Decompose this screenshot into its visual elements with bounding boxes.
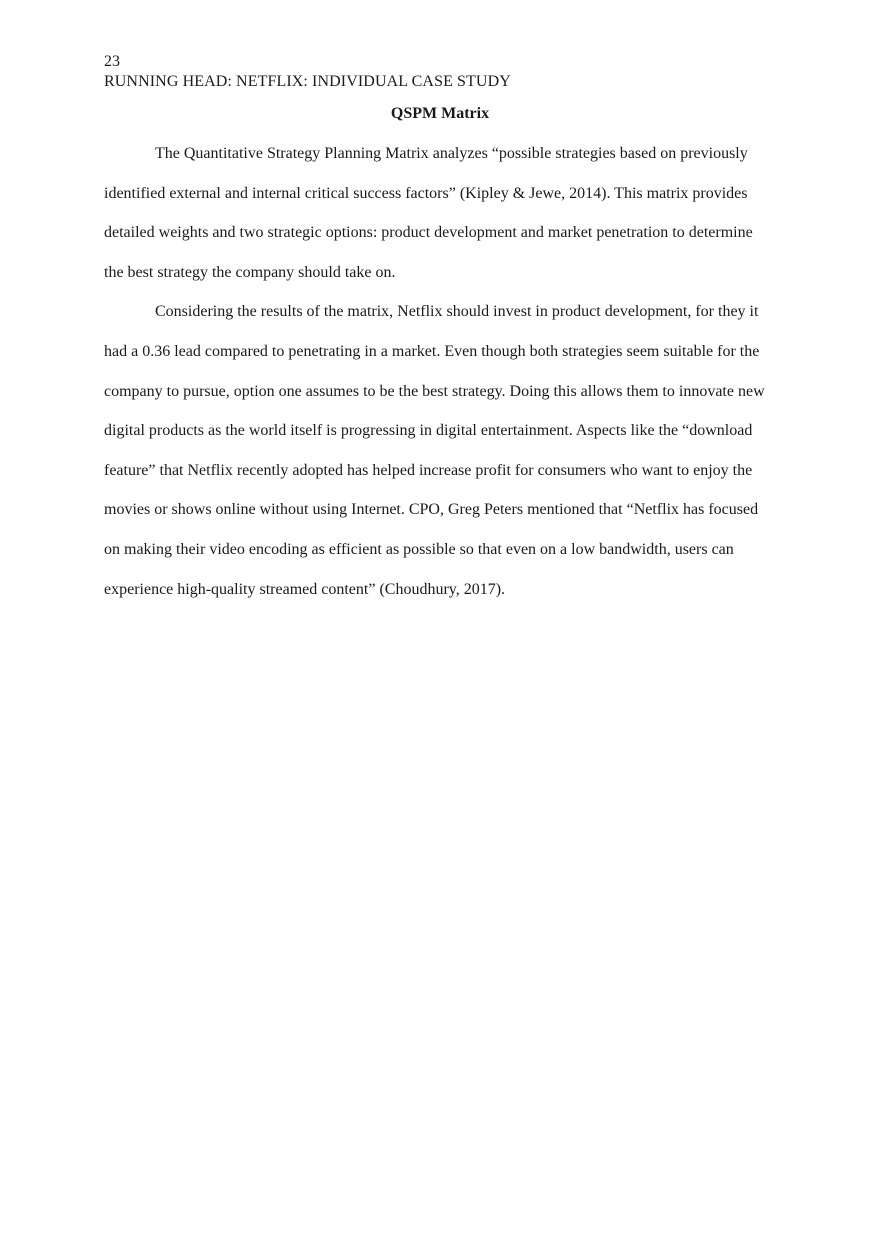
running-head: RUNNING HEAD: NETFLIX: INDIVIDUAL CASE STUDY — [104, 73, 511, 90]
paragraph-qspm-intro: The Quantitative Strategy Planning Matrix analyzes “possible strategies based on previously identified external and internal critical success factors” (Kipley & Jewe, 2014). This matrix provides detailed weights and two strategic options: product development and market penetration to determine the best strategy the company should take on. — [104, 145, 753, 281]
section-title: QSPM Matrix — [390, 105, 490, 122]
body-text — [104, 134, 776, 609]
paragraph-qspm-results: Considering the results of the matrix, Netflix should invest in product development, for they it had a 0.36 lead compared to penetrating in a market. Even though both strategies seem suitable for the company to pursue, option one assumes to be the best strategy. Doing this allows them to innovate new digital products as the world itself is progressing in digital entertainment. Aspects like the “download feature” that Netflix recently adopted has helped increase profit for consumers who want to enjoy the movies or shows online without using Internet. CPO, Greg Peters mentioned that “Netflix has focused on making their video encoding as efficient as possible so that even on a low bandwidth, users can experience high-quality streamed content” (Choudhury, 2017). — [104, 303, 765, 598]
page-number: 23 — [104, 53, 120, 70]
